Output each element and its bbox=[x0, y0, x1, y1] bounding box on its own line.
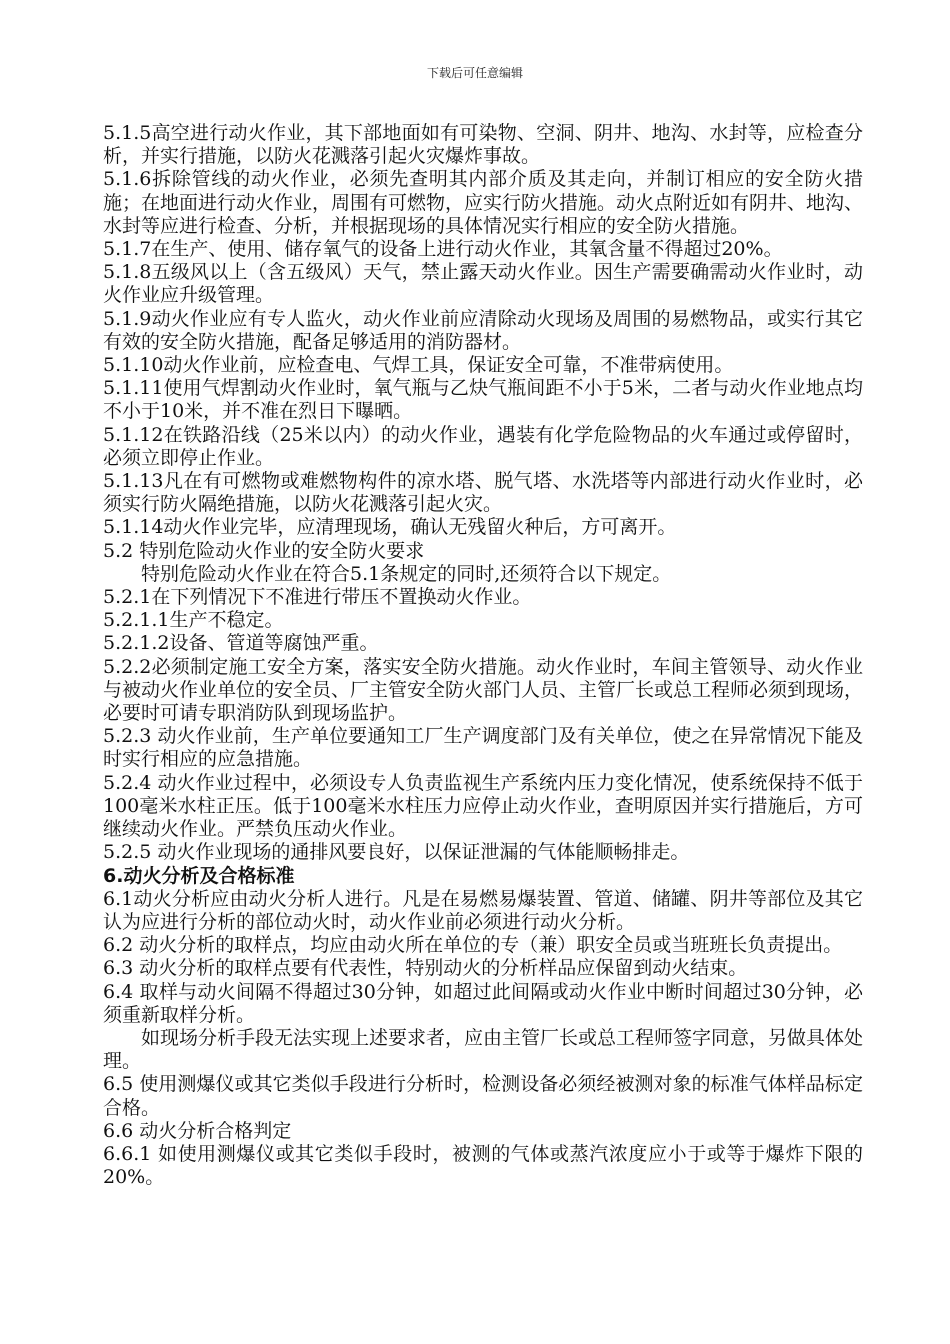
paragraph: 6.2 动火分析的取样点，均应由动火所在单位的专（兼）职安全员或当班班长负责提出。 bbox=[103, 934, 843, 957]
paragraph: 6.5 使用测爆仪或其它类似手段进行分析时，检测设备必须经被测对象的标准气体样品标定合格。 bbox=[103, 1073, 863, 1119]
document-body bbox=[103, 122, 863, 1189]
paragraph: 5.1.8五级风以上（含五级风）天气，禁止露天动火作业。因生产需要确需动火作业时，动火作业应升级管理。 bbox=[103, 261, 863, 307]
paragraph: 5.1.10动火作业前，应检查电、气焊工具，保证安全可靠，不准带病使用。 bbox=[103, 354, 734, 377]
paragraph: 6.6.1 如使用测爆仪或其它类似手段时，被测的气体或蒸汽浓度应小于或等于爆炸下限的20%。 bbox=[103, 1142, 863, 1189]
paragraph: 6.3 动火分析的取样点要有代表性，特别动火的分析样品应保留到动火结束。 bbox=[103, 957, 748, 980]
paragraph: 5.1.7在生产、使用、储存氧气的设备上进行动火作业，其氧含量不得超过20%。 bbox=[103, 238, 783, 261]
paragraph: 5.1.6拆除管线的动火作业，必须先查明其内部介质及其走向，并制订相应的安全防火措施；在地面进行动火作业，周围有可燃物，应实行防火措施。动火点附近如有阴井、地沟、水封等应进行检查、分析，并根据现场的具体情况实行相应的安全防火措施。 bbox=[103, 168, 864, 237]
paragraph: 5.1.5高空进行动火作业，其下部地面如有可染物、空洞、阴井、地沟、水封等，应检查分析，并实行措施，以防火花溅落引起火灾爆炸事故。 bbox=[103, 122, 863, 168]
paragraph: 5.2 特别危险动火作业的安全防火要求 bbox=[103, 539, 425, 562]
paragraph: 如现场分析手段无法实现上述要求者，应由主管厂长或总工程师签字同意，另做具体处理。 bbox=[103, 1026, 864, 1073]
section-heading: 6.动火分析及合格标准 bbox=[103, 864, 295, 887]
paragraph: 5.2.2必须制定施工安全方案，落实安全防火措施。动火作业时，车间主管领导、动火作业与被动火作业单位的安全员、厂主管安全防火部门人员、主管厂长或总工程师必须到现场，必要时可请专职消防队到现场监护。 bbox=[103, 655, 864, 725]
paragraph: 5.2.1.1生产不稳定。 bbox=[103, 609, 284, 632]
paragraph: 5.2.1.2设备、管道等腐蚀严重。 bbox=[103, 632, 379, 655]
paragraph: 6.1动火分析应由动火分析人进行。凡是在易燃易爆装置、管道、储罐、阴井等部位及其它认为应进行分析的部位动火时，动火作业前必须进行动火分析。 bbox=[103, 887, 863, 933]
paragraph: 5.2.1在下列情况下不准进行带压不置换动火作业。 bbox=[103, 586, 532, 609]
paragraph: 5.1.13凡在有可燃物或难燃物构件的凉水塔、脱气塔、水洗塔等内部进行动火作业时，必须实行防火隔绝措施，以防火花溅落引起火灾。 bbox=[103, 470, 863, 516]
paragraph: 5.1.12在铁路沿线（25米以内）的动火作业，遇装有化学危险物品的火车通过或停留时，必须立即停止作业。 bbox=[103, 423, 863, 469]
paragraph: 6.4 取样与动火间隔不得超过30分钟，如超过此间隔或动火作业中断时间超过30分钟，必须重新取样分析。 bbox=[103, 980, 863, 1026]
paragraph: 5.1.11使用气焊割动火作业时，氧气瓶与乙炔气瓶间距不小于5米，二者与动火作业地点均不小于10米，并不准在烈日下曝晒。 bbox=[103, 377, 863, 423]
paragraph: 5.1.14动火作业完毕，应清理现场，确认无残留火种后，方可离开。 bbox=[103, 516, 677, 539]
page-header: 下载后可任意编辑 bbox=[426, 66, 523, 80]
paragraph: 6.6 动火分析合格判定 bbox=[103, 1119, 292, 1142]
paragraph: 5.2.4 动火作业过程中，必须设专人负责监视生产系统内压力变化情况，使系统保持不低于100毫米水柱正压。低于100毫米水柱压力应停止动火作业，查明原因并实行措施后，方可继续动火作业。严禁负压动火作业。 bbox=[103, 771, 863, 841]
paragraph: 5.1.9动火作业应有专人监火，动火作业前应清除动火现场及周围的易燃物品，或实行其它有效的安全防火措施，配备足够适用的消防器材。 bbox=[103, 307, 863, 353]
paragraph: 5.2.3 动火作业前，生产单位要通知工厂生产调度部门及有关单位，使之在异常情况下能及时实行相应的应急措施。 bbox=[103, 725, 863, 771]
paragraph: 特别危险动火作业在符合5.1条规定的同时,还须符合以下规定。 bbox=[141, 562, 672, 585]
paragraph: 5.2.5 动火作业现场的通排风要良好，以保证泄漏的气体能顺畅排走。 bbox=[103, 841, 690, 864]
